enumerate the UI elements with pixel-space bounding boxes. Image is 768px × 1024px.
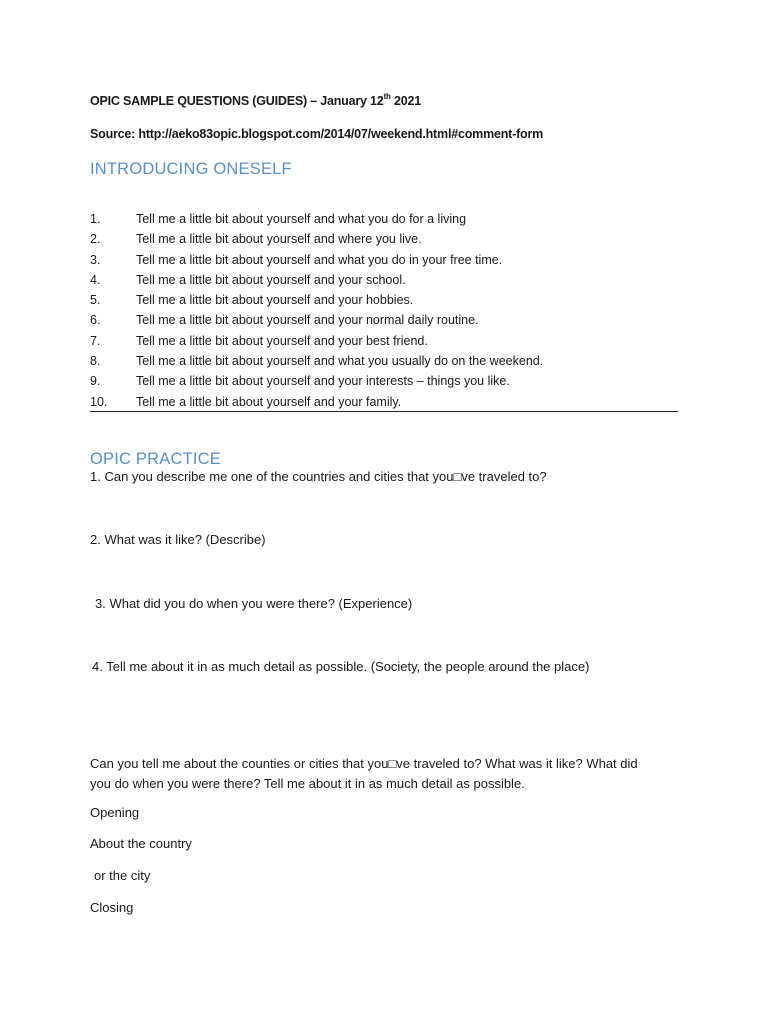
list-item: 1. Tell me a little bit about yourself and what you do for a living: [90, 212, 467, 226]
title-superscript: th: [383, 92, 391, 101]
horizontal-rule: [90, 411, 678, 412]
outline-or-city: or the city: [94, 868, 151, 883]
list-item: 6. Tell me a little bit about yourself and your normal daily routine.: [90, 313, 479, 328]
combined-question-paragraph: [90, 754, 690, 793]
practice-question: 2. What was it like? (Describe): [90, 532, 266, 547]
list-item: 4. Tell me a little bit about yourself and your school.: [90, 272, 406, 287]
paragraph-line: Can you tell me about the counties or cities that you□ve traveled to? What was it like? What did: [90, 756, 638, 771]
list-item: 9. Tell me a little bit about yourself and your interests – things you like.: [90, 374, 510, 389]
outline-about-country: About the country: [90, 836, 192, 851]
outline-opening: Opening: [90, 805, 140, 820]
practice-question: 1. Can you describe me one of the countries and cities that you□ve traveled to?: [90, 469, 547, 484]
section-title-introducing: INTRODUCING ONESELF: [90, 160, 292, 178]
list-item: 3. Tell me a little bit about yourself and what you do in your free time.: [90, 252, 503, 267]
question-list: [90, 211, 678, 414]
practice-question: 3. What did you do when you were there? (Experience): [95, 596, 413, 611]
list-item: 5. Tell me a little bit about yourself and your hobbies.: [90, 293, 414, 308]
list-item: 8. Tell me a little bit about yourself and what you usually do on the weekend.: [90, 354, 544, 369]
outline-closing: Closing: [90, 900, 134, 915]
list-item: 7. Tell me a little bit about yourself and your best friend.: [90, 333, 428, 348]
section-title-practice: OPIC PRACTICE: [90, 450, 221, 468]
list-item: 2. Tell me a little bit about yourself and where you live.: [90, 232, 422, 247]
list-item: 10. Tell me a little bit about yourself and your family.: [90, 394, 402, 409]
paragraph-line: you do when you were there? Tell me about it in as much detail as possible.: [90, 775, 525, 791]
source-line: Source: http://aeko83opic.blogspot.com/2014/07/weekend.html#comment-form: [90, 127, 544, 141]
practice-question: 4. Tell me about it in as much detail as possible. (Society, the people around the place): [92, 659, 590, 674]
document-title: OPIC SAMPLE QUESTIONS (GUIDES) – January 12th 2021: [90, 92, 421, 109]
